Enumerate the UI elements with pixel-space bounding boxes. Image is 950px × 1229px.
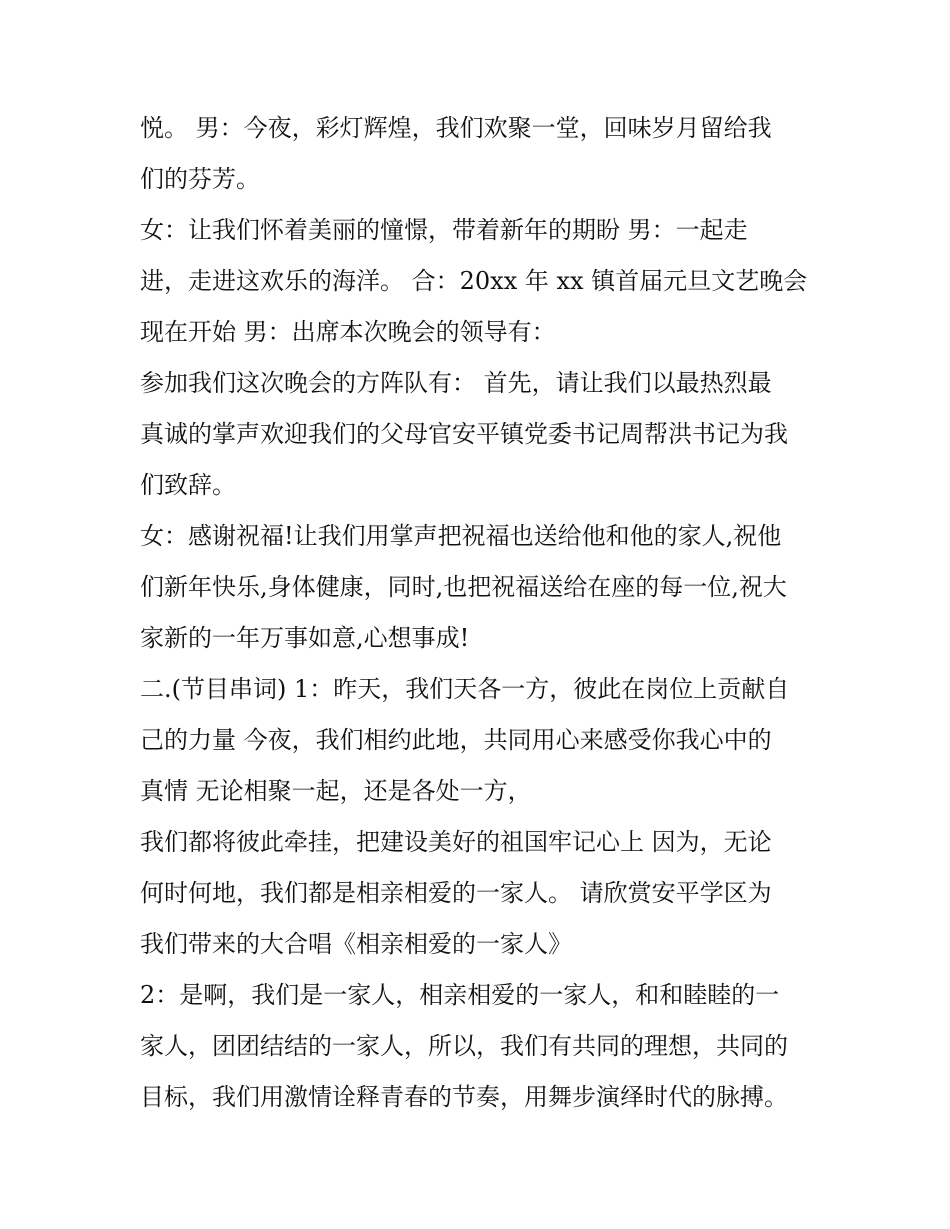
text-line: 我们都将彼此牵挂，把建设美好的祖国牢记心上 因为，无论 <box>140 828 772 856</box>
document-body <box>140 103 820 1123</box>
text-line: 何时何地，我们都是相亲相爱的一家人。 请欣赏安平学区为 <box>140 879 772 907</box>
text-line: 家新的一年万事如意,心想事成! <box>140 624 470 652</box>
text-line: 悦。 男：今夜，彩灯辉煌，我们欢聚一堂，回味岁月留给我 <box>140 114 772 142</box>
text-line: 们致辞。 <box>140 471 236 499</box>
text-line: 们的芬芳。 <box>140 165 260 193</box>
text-line: 女：感谢祝福!让我们用掌声把祝福也送给他和他的家人,祝他 <box>140 522 782 550</box>
text-line: 女：让我们怀着美丽的憧憬，带着新年的期盼 男：一起走 <box>140 216 748 244</box>
text-line: 参加我们这次晚会的方阵队有： 首先，请让我们以最热烈最 <box>140 369 772 397</box>
text-line: 2：是啊，我们是一家人，相亲相爱的一家人，和和睦睦的一 <box>140 981 780 1009</box>
text-line: 们新年快乐,身体健康，同时,也把祝福送给在座的每一位,祝大 <box>140 573 787 601</box>
text-line: 我们带来的大合唱《相亲相爱的一家人》 <box>140 930 572 958</box>
text-line: 目标，我们用激情诠释青春的节奏，用舞步演绎时代的脉搏。 <box>140 1083 788 1111</box>
text-line: 进，走进这欢乐的海洋。 合：20xx 年 xx 镇首届元旦文艺晚会 <box>140 267 808 295</box>
text-line: 真诚的掌声欢迎我们的父母官安平镇党委书记周帮洪书记为我 <box>140 420 788 448</box>
text-line: 二.(节目串词) 1：昨天，我们天各一方，彼此在岗位上贡献自 <box>140 675 790 703</box>
text-line: 现在开始 男：出席本次晚会的领导有： <box>140 318 556 346</box>
text-line: 真情 无论相聚一起，还是各处一方， <box>140 777 532 805</box>
text-line: 己的力量 今夜，我们相约此地，共同用心来感受你我心中的 <box>140 726 772 754</box>
text-line: 家人，团团结结的一家人，所以，我们有共同的理想，共同的 <box>140 1032 788 1060</box>
